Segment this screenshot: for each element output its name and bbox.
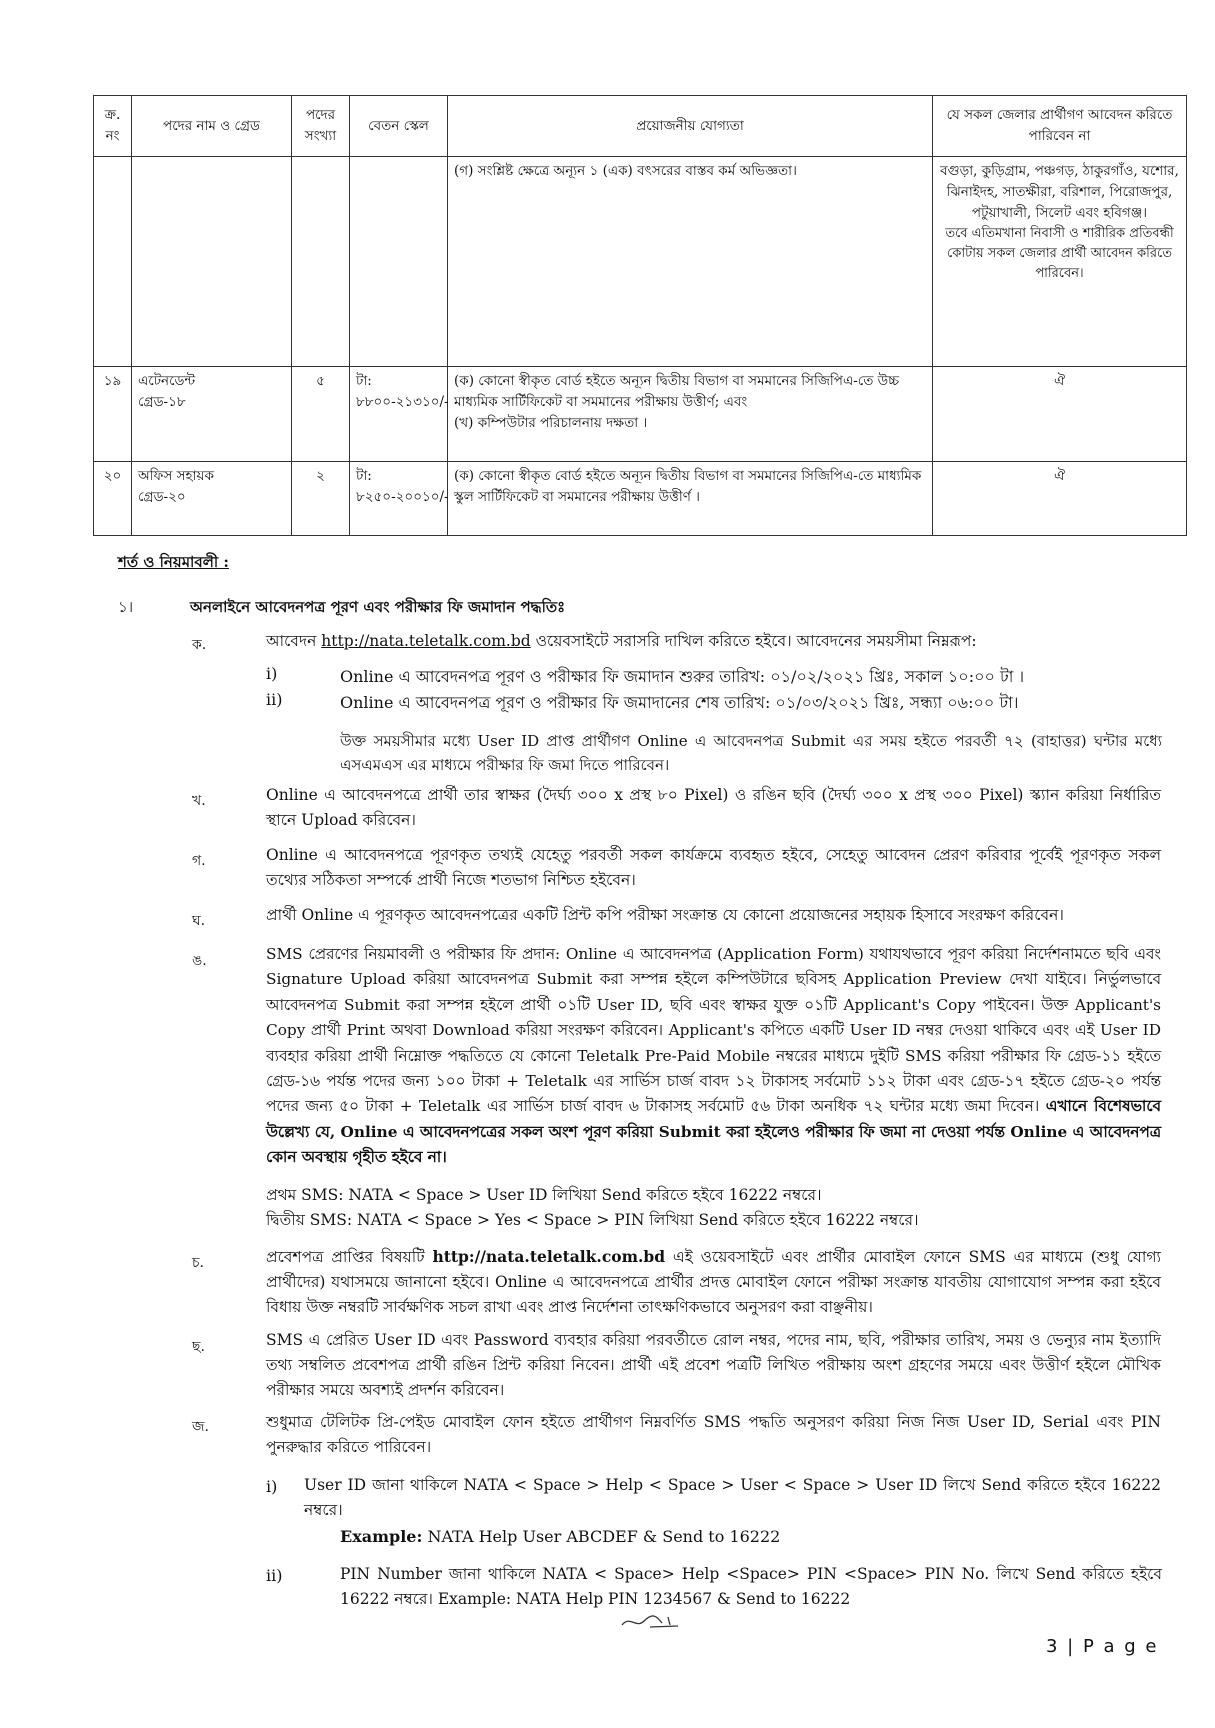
cell-serial: ২০ bbox=[94, 462, 132, 536]
fee-deadline-note: উক্ত সময়সীমার মধ্যে User ID প্রাপ্ত প্রার্থীগণ Online এ আবেদনপত্র Submit এর সময় হইতে পরবর্তী ৭২ (বাহাত্তর) ঘন্টার মধ্যে এসএমএস এর মাধ্যমে পরীক্ষার ফি জমা দিতে পারিবেন। bbox=[340, 732, 1162, 775]
table-row bbox=[94, 462, 1187, 536]
cell-districts: ঐ bbox=[933, 367, 1187, 462]
clause-mark-gha: ঘ. bbox=[192, 913, 206, 929]
clause-ga: Online এ আবেদনপত্রে পূরণকৃত তথ্যই যেহেতু পরবর্তী সকল কার্যক্রমে ব্যবহৃত হইবে, সেহেতু আবেদন প্রেরণ করিবার পূর্বেই পূরণকৃত সকল তথ্যের সঠিকতা সম্পর্কে প্রার্থী নিজে শতভাগ নিশ্চিত হইবেন। bbox=[266, 846, 1161, 890]
clause-mark-ja: জ. bbox=[192, 1419, 209, 1435]
date-mark-ii: ii) bbox=[266, 690, 283, 709]
end-date-line: Online এ আবেদনপত্র পূরণ ও পরীক্ষার ফি জমাদানের শেষ তারিখ: ০১/০৩/২০২১ খ্রিঃ, সন্ধ্যা ০৬:০০ টা। bbox=[340, 693, 1019, 712]
cell-qualification: (গ) সংশ্লিষ্ট ক্ষেত্রে অন্যূন ১ (এক) বৎসরের বাস্তব কর্ম অভিজ্ঞতা। bbox=[448, 157, 933, 367]
start-date-line: Online এ আবেদনপত্র পূরণ ও পরীক্ষার ফি জমাদান শুরুর তারিখ: ০১/০২/২০২১ খ্রিঃ, সকাল ১০:০০ টা । bbox=[340, 667, 1025, 686]
user-id-example bbox=[340, 1527, 780, 1546]
table-header-row bbox=[94, 96, 1187, 157]
header-pay-scale: বেতন স্কেল bbox=[350, 96, 448, 157]
cell-districts: ঐ bbox=[933, 462, 1187, 536]
clause-chha: SMS এ প্রেরিত User ID এবং Password ব্যবহার করিয়া পরবর্তীতে রোল নম্বর, পদের নাম, ছবি, পরীক্ষার তারিখ, সময় ও ভেন্যুর নাম ইত্যাদি তথ্য সম্বলিত প্রবেশপত্র প্রার্থী রঙিন প্রিন্ট করিয়া নিবেন। প্রার্থী এই প্রবেশ পত্রটি লিখিত পরীক্ষায় অংশ গ্রহণের সময়ে এবং উত্তীর্ণ হইলে মৌখিক পরীক্ষার সময়ে অবশ্যই প্রদর্শন করিবেন। bbox=[266, 1331, 1161, 1400]
admit-card-link[interactable]: http://nata.teletalk.com.bd bbox=[432, 1247, 666, 1266]
date-mark-i: i) bbox=[266, 664, 278, 683]
clause-mark-ga: গ. bbox=[192, 853, 206, 869]
example-text: NATA Help User ABCDEF & Send to 16222 bbox=[422, 1527, 781, 1546]
recovery-mark-i: i) bbox=[266, 1477, 278, 1496]
recovery-mark-ii: ii) bbox=[266, 1566, 283, 1585]
qualification-b: (খ) কম্পিউটার পরিচালনায় দক্ষতা । bbox=[454, 414, 648, 431]
clause-mark-kha: খ. bbox=[192, 793, 206, 809]
districts-note: তবে এতিমখানা নিবাসী ও শারীরিক প্রতিবন্ধী কোটায় সকল জেলার প্রার্থী আবেদন করিতে পারিবেন। bbox=[945, 225, 1174, 282]
clause-mark-ka: ক. bbox=[192, 637, 207, 653]
header-post-count: পদের সংখ্যা bbox=[292, 96, 350, 157]
cell-post bbox=[132, 462, 292, 536]
clause-kha: Online এ আবেদনপত্রে প্রার্থী তার স্বাক্ষর (দৈর্ঘ্য ৩০০ x প্রস্থ ৮০ Pixel) ও রঙিন ছবি (দৈর্ঘ্য ৩০০ x প্রস্থ ৩০০ Pixel) স্ক্যান করিয়া নির্ধারিত স্থানে Upload করিবেন। bbox=[266, 786, 1161, 830]
cell-qualification: (ক) কোনো স্বীকৃত বোর্ড হইতে অন্যূন দ্বিতীয় বিভাগ বা সমমানের সিজিপিএ-তে মাধ্যমিক স্কুল সার্টিফিকেট বা সমমানের পরীক্ষায় উত্তীর্ণ । bbox=[448, 462, 933, 536]
districts-list: বগুড়া, কুড়িগ্রাম, পঞ্চগড়, ঠাকুরগাঁও, যশোর, ঝিনাইদহ, সাতক্ষীরা, বরিশাল, পিরোজপুর, পটুয়াখালী, সিলেট এবং হবিগঞ্জ। bbox=[940, 163, 1179, 221]
header-serial: ক্র. নং bbox=[94, 96, 132, 157]
clause-gha: প্রার্থী Online এ পূরণকৃত আবেদনপত্রের একটি প্রিন্ট কপি পরীক্ষা সংক্রান্ত যে কোনো প্রয়োজনের সহায়ক হিসাবে সংরক্ষণ করিবেন। bbox=[266, 906, 1064, 924]
important-notice: এখানে বিশেষভাবে উল্লেখ্য যে, Online এ আবেদনপত্রের সকল অংশ পূরণ করিয়া Submit করা হইলেও পরীক্ষার ফি জমা না দেওয়া পর্যন্ত Online এ আবেদনপত্র কোন অবস্থায় গৃহীত হইবে না। bbox=[266, 1097, 1161, 1167]
cell-count: ২ bbox=[292, 462, 350, 536]
section-title: শর্ত ও নিয়মাবলী : bbox=[118, 553, 229, 571]
clause-ka-pre: আবেদন bbox=[266, 632, 322, 650]
second-sms-line: দ্বিতীয় SMS: NATA < Space > Yes < Space > PIN লিখিয়া Send করিতে হইবে 16222 নম্বরে। bbox=[266, 1211, 919, 1229]
header-qualification: প্রয়োজনীয় যোগ্যতা bbox=[448, 96, 933, 157]
header-excluded-districts: যে সকল জেলার প্রার্থীগণ আবেদন করিতে পারিবেন না bbox=[933, 96, 1187, 157]
cell-serial bbox=[94, 157, 132, 367]
page-number: 3 | P a g e bbox=[1046, 1636, 1159, 1657]
post-grade: গ্রেড-২০ bbox=[138, 488, 186, 505]
clause-ka bbox=[266, 629, 1161, 654]
clause-umo bbox=[266, 942, 1161, 1171]
cell-count bbox=[292, 157, 350, 367]
table-row bbox=[94, 367, 1187, 462]
example-label: Example: bbox=[340, 1527, 423, 1546]
posts-table bbox=[93, 95, 1187, 536]
post-name: এটেনডেন্ট bbox=[138, 373, 196, 389]
cell-districts bbox=[933, 157, 1187, 367]
item-number: ১। bbox=[118, 598, 134, 616]
post-grade: গ্রেড-১৮ bbox=[138, 393, 186, 410]
cell-scale bbox=[350, 157, 448, 367]
post-name: অফিস সহায়ক bbox=[138, 468, 214, 484]
clause-cha bbox=[266, 1244, 1161, 1320]
clause-cha-post: এই ওয়েবসাইটে এবং প্রার্থীর মোবাইল ফোনে SMS এর মাধ্যমে (শুধু যোগ্য প্রার্থীদের) যথাসময়ে জানানো হইবে। Online এ আবেদনপত্রে প্রার্থীর প্রদত্ত মোবাইল ফোনে পরীক্ষা সংক্রান্ত যাবতীয় যোগাযোগ সম্পন্ন করা হইবে বিধায় উক্ত নম্বরটি সার্বক্ষণিক সচল রাখা এবং প্রাপ্ত নির্দেশনা তাৎক্ষণিকভাবে অনুসরণ করা বাঞ্ছনীয়। bbox=[266, 1248, 1161, 1317]
clause-mark-umo: ঙ. bbox=[192, 953, 207, 969]
item-title: অনলাইনে আবেদনপত্র পূরণ এবং পরীক্ষার ফি জমাদান পদ্ধতিঃ bbox=[190, 598, 566, 616]
cell-post bbox=[132, 367, 292, 462]
clause-mark-chha: ছ. bbox=[192, 1339, 205, 1355]
cell-qualification bbox=[448, 367, 933, 462]
cell-post bbox=[132, 157, 292, 367]
clause-ja: শুধুমাত্র টেলিটক প্রি-পেইড মোবাইল ফোন হইতে প্রার্থীগণ নিম্নবর্ণিত SMS পদ্ধতি অনুসরণ করিয়া নিজ নিজ User ID, Serial এবং PIN পুনরুদ্ধার করিতে পারিবেন। bbox=[266, 1413, 1161, 1457]
qualification-a: (ক) কোনো স্বীকৃত বোর্ড হইতে অন্যূন দ্বিতীয় বিভাগ বা সমমানের সিজিপিএ-তে উচ্চ মাধ্যমিক সার্টিফিকেট বা সমমানের পরীক্ষায় উত্তীর্ণ; এবং bbox=[454, 373, 900, 410]
cell-count: ৫ bbox=[292, 367, 350, 462]
clause-cha-pre: প্রবেশপত্র প্রাপ্তির বিষয়টি bbox=[266, 1248, 433, 1266]
first-sms-line: প্রথম SMS: NATA < Space > User ID লিখিয়া Send করিতে হইবে 16222 নম্বরে। bbox=[266, 1186, 822, 1204]
cell-scale: টা: ৮৮০০-২১৩১০/- bbox=[350, 367, 448, 462]
header-post-name: পদের নাম ও গ্রেড bbox=[132, 96, 292, 157]
cell-scale: টা: ৮২৫০-২০০১০/- bbox=[350, 462, 448, 536]
pin-recovery: PIN Number জানা থাকিলে NATA < Space> Help <Space> PIN <Space> PIN No. লিখে Send করিতে হইবে 16222 নম্বরে। Example: NATA Help PIN 1234567 & Send to 16222 bbox=[340, 1565, 1162, 1609]
sms-rules-text: SMS প্রেরণের নিয়মাবলী ও পরীক্ষার ফি প্রদান: Online এ আবেদনপত্র (Application Form) যথাযথভাবে পূরণ করিয়া নির্দেশনামতে ছবি এবং Signature Upload করিয়া আবেদনপত্র Submit করা সম্পন্ন হইলে কম্পিউটারে ছবিসহ Application Preview দেখা যাইবে। নির্ভুলভাবে আবেদনপত্র Submit করা সম্পন্ন হইলে প্রার্থী ০১টি User ID, ছবি এবং স্বাক্ষর যুক্ত ০১টি Applicant's Copy পাইবেন। উক্ত Applicant's Copy প্রার্থী Print অথবা Download করিয়া সংরক্ষণ করিবেন। Applicant's কপিতে একটি User ID নম্বর দেওয়া থাকিবে এবং এই User ID ব্যবহার করিয়া প্রার্থী নিম্নোক্ত পদ্ধতিতে যে কোনো Teletalk Pre-Paid Mobile নম্বরের মাধ্যমে দুইটি SMS করিয়া পরীক্ষার ফি গ্রেড-১১ হইতে গ্রেড-১৬ পর্যন্ত পদের জন্য ১০০ টাকা + Teletalk এর সার্ভিস চার্জ বাবদ ১২ টাকাসহ সর্বমোট ১১২ টাকা এবং গ্রেড-১৭ হইতে গ্রেড-২০ পর্যন্ত পদের জন্য ৫০ টাকা + Teletalk এর সার্ভিস চার্জ বাবদ ৬ টাকাসহ সর্বমোট ৫৬ টাকা অনধিক ৭২ ঘন্টার মধ্যে জমা দিবেন। bbox=[266, 945, 1161, 1116]
table-row bbox=[94, 157, 1187, 367]
clause-ka-post: ওয়েবসাইটে সরাসরি দাখিল করিতে হইবে। আবেদনের সময়সীমা নিম্নরূপ: bbox=[530, 632, 977, 650]
cell-serial: ১৯ bbox=[94, 367, 132, 462]
website-link[interactable]: http://nata.teletalk.com.bd bbox=[321, 632, 531, 650]
signature-mark bbox=[620, 1611, 680, 1631]
user-id-recovery: User ID জানা থাকিলে NATA < Space > Help < Space > User < Space > User ID লিখে Send করিতে হইবে 16222 নম্বরে। bbox=[304, 1476, 1161, 1520]
clause-mark-cha: চ. bbox=[192, 1255, 205, 1271]
